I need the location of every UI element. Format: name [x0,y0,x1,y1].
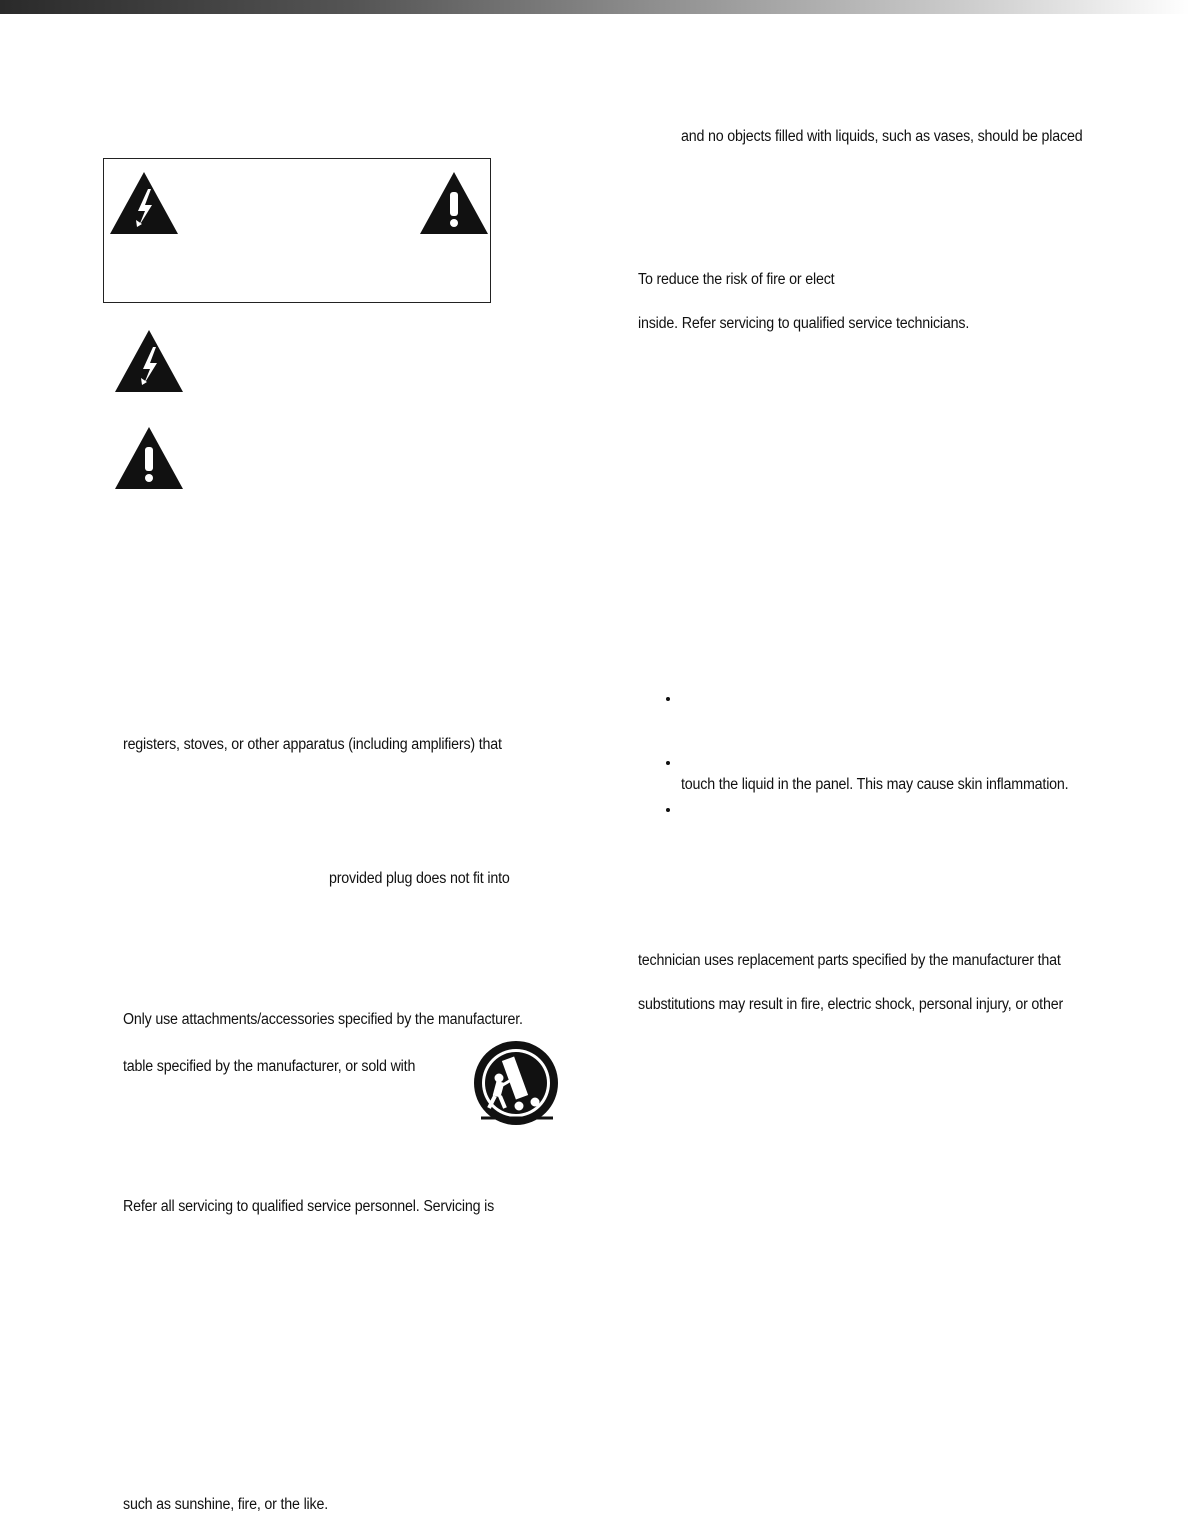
bullet [666,761,670,765]
text-line: substitutions may result in fire, electric shock, personal injury, or other [638,996,1064,1013]
page-header-gradient-bar [0,0,1190,14]
text-line: inside. Refer servicing to qualified service technicians. [638,315,970,332]
bullet [666,697,670,701]
exclamation-warning-triangle-icon [420,172,488,234]
exclamation-warning-triangle-icon [115,427,183,489]
text-line: such as sunshine, fire, or the like. [123,1496,329,1513]
text-line: Refer all servicing to qualified service personnel. Servicing is [123,1198,495,1215]
no-cart-tip-over-icon [473,1040,559,1126]
text-line: and no objects filled with liquids, such as vases, should be placed [681,128,1083,145]
text-line: table specified by the manufacturer, or sold with [123,1058,416,1075]
text-line: registers, stoves, or other apparatus (including amplifiers) that [123,736,502,753]
lightning-warning-triangle-icon [110,172,178,234]
text-line: provided plug does not fit into [329,870,510,887]
bullet [666,808,670,812]
text-line: technician uses replacement parts specified by the manufacturer that [638,952,1061,969]
text-line: Only use attachments/accessories specified by the manufacturer. [123,1011,523,1028]
caution-box [103,158,491,303]
text-line: To reduce the risk of fire or elect [638,271,835,288]
text-line: touch the liquid in the panel. This may cause skin inflammation. [681,776,1069,793]
lightning-warning-triangle-icon [115,330,183,392]
